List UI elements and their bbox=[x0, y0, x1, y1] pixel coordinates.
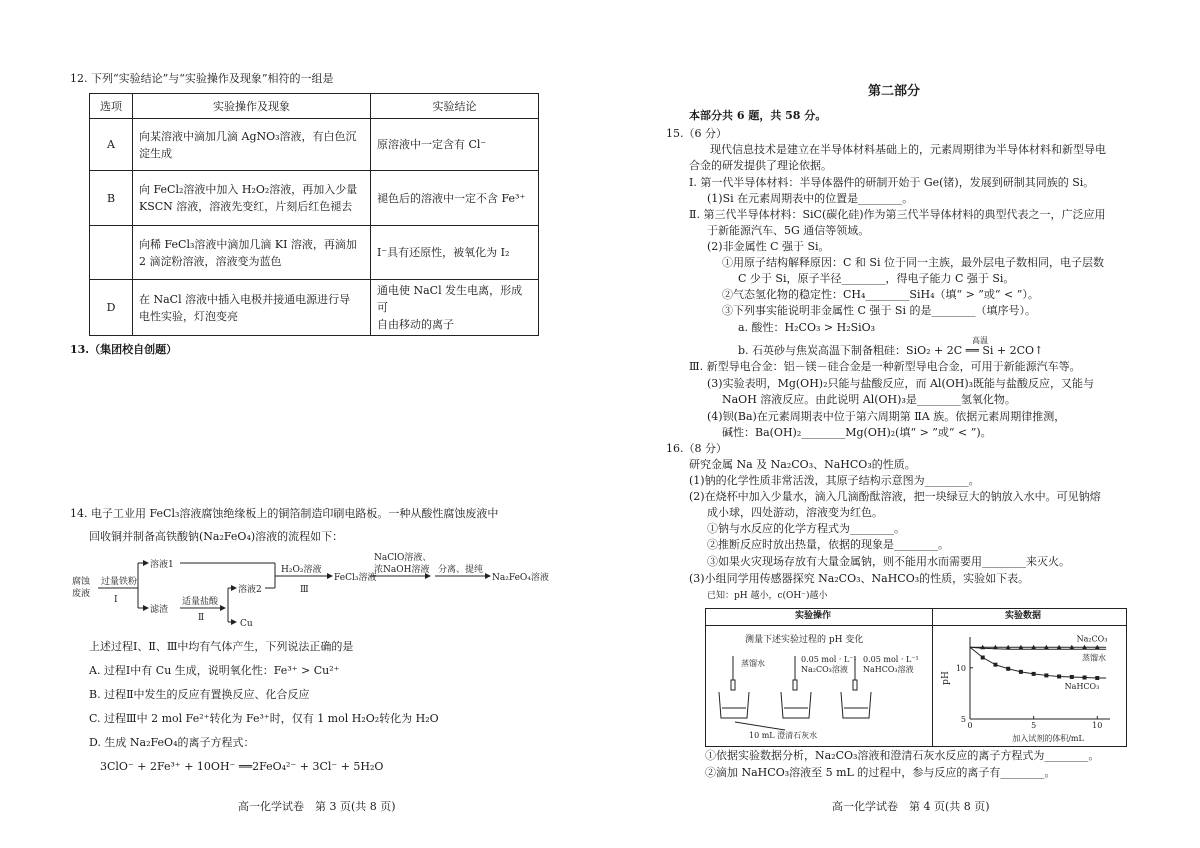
q16-q3: (3)小组同学用传感器探究 Na₂CO₃、NaHCO₃的性质，实验如下表。 bbox=[689, 572, 1030, 585]
cell-line: 原溶液中一定含有 Cl⁻ bbox=[377, 138, 487, 151]
cell-line: 在 NaCl 溶液中插入电极并接通电源进行导 bbox=[139, 292, 351, 306]
q16-answer-1: ①依据实验数据分析，Na₂CO₃溶液和澄清石灰水反应的离子方程式为________。 bbox=[705, 749, 1100, 762]
q16-q2-b: 成小球，四处游动，溶液变为红色。 bbox=[707, 506, 883, 519]
q15-intro-1: 现代信息技术是建立在半导体材料基础上的，元素周期律为半导体材料和新型导电 bbox=[710, 143, 1106, 156]
cell-line: 褪色后的溶液中一定不含 Fe³⁺ bbox=[377, 191, 526, 205]
beaker bbox=[781, 692, 811, 718]
flow-naclo-1: NaClO溶液、 bbox=[374, 553, 432, 563]
series-label: 蒸馏水 bbox=[1082, 653, 1106, 663]
cell-line: 2 滴淀粉溶液，溶液变为蓝色 bbox=[139, 254, 282, 268]
beaker-label-3b: NaHCO₃溶液 bbox=[863, 665, 914, 674]
y-tick-label: 5 bbox=[960, 715, 966, 724]
table-divider bbox=[932, 608, 933, 746]
part-description: 本部分共 6 题，共 58 分。 bbox=[689, 109, 827, 122]
q14-flow-diagram bbox=[70, 550, 560, 630]
series-line bbox=[970, 647, 1106, 678]
flow-add-hcl: 适量盐酸 bbox=[182, 597, 219, 607]
q12-table bbox=[89, 93, 539, 336]
y-tick-label: 10 bbox=[955, 663, 966, 673]
q13-heading: 13.（集团校自创题） bbox=[70, 343, 178, 356]
operation-cell bbox=[133, 226, 371, 280]
q15-q4-a: (4)钡(Ba)在元素周期表中位于第六周期第 ⅡA 族。依据元素周期律推测， bbox=[707, 410, 1066, 423]
conclusion-cell bbox=[371, 226, 539, 280]
q15-q2-b: ②气态氢化物的稳定性：CH₄________SiH₄（填“ > ”或“ < ”）。 bbox=[722, 288, 1039, 301]
left-footer: 高一化学试卷 第 3 页(共 8 页) bbox=[238, 800, 396, 813]
beaker bbox=[719, 692, 749, 718]
flow-step-3: Ⅲ bbox=[300, 585, 309, 595]
q16-q2-c: ①钠与水反应的化学方程式为________。 bbox=[707, 522, 905, 535]
flow-naclo-2: 浓NaOH溶液 bbox=[374, 565, 430, 575]
table-row bbox=[90, 119, 539, 171]
header-data: 实验数据 bbox=[1005, 611, 1042, 621]
q15-q3-a: (3)实验表明，Mg(OH)₂只能与盐酸反应，而 Al(OH)₃既能与盐酸反应，又能与 bbox=[707, 377, 1095, 390]
beaker bbox=[841, 692, 871, 718]
ph-chart bbox=[934, 627, 1124, 745]
q14-question: 上述过程Ⅰ、Ⅱ、Ⅲ中均有气体产生，下列说法正确的是 bbox=[89, 640, 354, 653]
data-point bbox=[1083, 675, 1087, 679]
conclusion-cell bbox=[371, 171, 539, 226]
part-title: 第二部分 bbox=[868, 84, 921, 99]
data-point bbox=[1006, 667, 1010, 671]
x-tick-label: 0 bbox=[967, 721, 973, 730]
q15-q2-c: ③下列事实能说明非金属性 C 强于 Si 的是________（填序号）。 bbox=[722, 304, 1036, 317]
data-point bbox=[1044, 673, 1048, 677]
q14-stem-line1: 14. 电子工业用 FeCl₃溶液腐蚀绝缘板上的铜箔制造印刷电路板。一种从酸性腐蚀废液中 bbox=[70, 507, 499, 520]
q14-stem-line2: 回收铜并制备高铁酸钠(Na₂FeO₄)溶液的流程如下： bbox=[89, 530, 344, 543]
operation-cell bbox=[133, 280, 371, 336]
data-point bbox=[1095, 676, 1099, 680]
q16-answer-2: ②滴加 NaHCO₃溶液至 5 mL 的过程中，参与反应的离子有________。 bbox=[705, 766, 1056, 779]
flow-h2o2: H₂O₂溶液 bbox=[281, 565, 322, 575]
flow-step-2: Ⅱ bbox=[198, 613, 205, 623]
flow-step-1: Ⅰ bbox=[114, 595, 118, 605]
table-divider bbox=[705, 625, 1126, 626]
q15-q4-b: 碱性：Ba(OH)₂________Mg(OH)₂(填“ > ”或“ < ”)。 bbox=[722, 426, 992, 439]
column-header: 实验操作及现象 bbox=[133, 94, 371, 119]
data-point bbox=[1070, 675, 1074, 679]
limewater-label: 10 mL 澄清石灰水 bbox=[749, 731, 818, 740]
option-label bbox=[90, 226, 133, 280]
data-point bbox=[1019, 670, 1023, 674]
right-footer: 高一化学试卷 第 4 页(共 8 页) bbox=[832, 800, 990, 813]
flow-liquid-2: 溶液2 bbox=[238, 585, 262, 595]
reaction-condition: 高温 bbox=[972, 336, 988, 345]
q16-head: 16.（8 分） bbox=[666, 442, 727, 455]
q15-q3-b: NaOH 溶液反应。由此说明 Al(OH)₃是________氢氧化物。 bbox=[722, 393, 1016, 406]
cell-line: 向某溶液中滴加几滴 AgNO₃溶液，有白色沉 bbox=[139, 129, 357, 143]
q16-q1: (1)钠的化学性质非常活泼，其原子结构示意图为________。 bbox=[689, 474, 980, 487]
q16-q2-a: (2)在烧杯中加入少量水，滴入几滴酚酞溶液，把一块绿豆大的钠放入水中。可见钠熔 bbox=[689, 490, 1101, 503]
table-row bbox=[90, 171, 539, 226]
q15-section-2b: 于新能源汽车、5G 通信等领域。 bbox=[707, 224, 870, 237]
header-operation: 实验操作 bbox=[795, 611, 832, 621]
data-point bbox=[993, 663, 997, 667]
q14-option-a: A. 过程Ⅰ中有 Cu 生成，说明氧化性：Fe³⁺ > Cu²⁺ bbox=[89, 664, 340, 677]
measure-label: 测量下述实验过程的 pH 变化 bbox=[745, 635, 864, 645]
q15-section-1: Ⅰ. 第一代半导体材料：半导体器件的研制开始于 Ge(锗)，发展到研制其同族的 Si。 bbox=[689, 176, 1095, 189]
series-label: Na₂CO₃ bbox=[1076, 634, 1108, 644]
q16-known: 已知：pH 越小，c(OH⁻)越小 bbox=[707, 591, 828, 601]
q14-option-c: C. 过程Ⅲ中 2 mol Fe²⁺转化为 Fe³⁺时，仅有 1 mol H₂O₂转化为 H₂O bbox=[89, 712, 439, 725]
cell-line: 向 FeCl₂溶液中加入 H₂O₂溶液，再加入少量 bbox=[139, 183, 358, 196]
flow-liquid-1: 溶液1 bbox=[150, 560, 174, 570]
cell-line: 淀生成 bbox=[139, 146, 172, 160]
data-point bbox=[1057, 674, 1061, 678]
q15-section-2a: Ⅱ. 第三代半导体材料：SiC(碳化硅)作为第三代半导体材料的典型代表之一，广泛应用 bbox=[689, 208, 1106, 221]
option-label: B bbox=[90, 171, 133, 226]
data-point bbox=[1032, 672, 1036, 676]
beaker-label-2a: 0.05 mol · L⁻¹ bbox=[801, 655, 857, 664]
conclusion-cell bbox=[371, 119, 539, 171]
q15-q1: (1)Si 在元素周期表中的位置是________。 bbox=[707, 192, 914, 205]
q15-q2-c-a: a. 酸性：H₂CO₃ > H₂SiO₃ bbox=[738, 321, 876, 334]
flow-product: Na₂FeO₄溶液 bbox=[492, 573, 549, 583]
option-label: A bbox=[90, 119, 133, 171]
q16-intro: 研究金属 Na 及 Na₂CO₃、NaHCO₃的性质。 bbox=[689, 458, 916, 471]
conclusion-cell bbox=[371, 280, 539, 336]
apparatus-drawing bbox=[705, 650, 931, 745]
q14-option-b: B. 过程Ⅱ中发生的反应有置换反应、化合反应 bbox=[89, 688, 310, 701]
flow-residue: 滤渣 bbox=[150, 605, 169, 615]
column-header: 实验结论 bbox=[371, 94, 539, 119]
table-row bbox=[90, 226, 539, 280]
cell-line: KSCN 溶液，溶液先变红，片刻后红色褪去 bbox=[139, 200, 353, 213]
table-header-row bbox=[90, 94, 539, 119]
data-point bbox=[981, 656, 985, 660]
operation-cell bbox=[133, 171, 371, 226]
cell-line: 自由移动的离子 bbox=[377, 318, 454, 331]
flow-start-1: 腐蚀 bbox=[72, 577, 91, 587]
flow-add-fe: 过量铁粉 bbox=[101, 577, 138, 587]
q14-equation: 3ClO⁻ + 2Fe³⁺ + 10OH⁻ ══2FeO₄²⁻ + 3Cl⁻ + 5H₂O bbox=[100, 760, 384, 773]
q15-intro-2: 合金的研发提供了理论依据。 bbox=[689, 159, 832, 172]
flow-separate: 分离、提纯 bbox=[438, 565, 484, 575]
q15-q2-a2: C 少于 Si，原子半径________，得电子能力 C 强于 Si。 bbox=[738, 272, 1015, 285]
q15-q2: (2)非金属性 C 强于 Si。 bbox=[707, 240, 830, 253]
beaker-label-3a: 0.05 mol · L⁻¹ bbox=[863, 655, 919, 664]
q16-q2-d: ②推断反应时放出热量，依据的现象是________。 bbox=[707, 538, 949, 551]
q12-stem: 12. 下列“实验结论”与“实验操作及现象”相符的一组是 bbox=[70, 72, 334, 85]
table-row bbox=[90, 280, 539, 336]
q15-section-3: Ⅲ. 新型导电合金：铝－镁－硅合金是一种新型导电合金，可用于新能源汽车等。 bbox=[689, 360, 1081, 373]
cell-line: 通电使 NaCl 发生电离，形成可 bbox=[377, 284, 523, 314]
q15-q2-c-b: b. 石英砂与焦炭高温下制备粗硅：SiO₂ + 2C ══ Si + 2CO↑ bbox=[738, 344, 1044, 357]
x-tick-label: 5 bbox=[1031, 721, 1037, 730]
x-axis-label: 加入试剂的体积/mL bbox=[1012, 734, 1084, 743]
q16-q2-e: ③如果火灾现场存放有大量金属钠，则不能用水而需要用________来灭火。 bbox=[707, 555, 1070, 568]
beaker-label-1: 蒸馏水 bbox=[741, 659, 765, 668]
q14-option-d: D. 生成 Na₂FeO₄的离子方程式： bbox=[89, 736, 255, 749]
cell-line: 电性实验，灯泡变亮 bbox=[139, 309, 238, 323]
flow-cu: Cu bbox=[240, 619, 253, 629]
cell-line: I⁻具有还原性，被氧化为 I₂ bbox=[377, 246, 510, 259]
x-tick-label: 10 bbox=[1092, 721, 1103, 730]
operation-cell bbox=[133, 119, 371, 171]
beaker-label-2b: Na₂CO₃溶液 bbox=[801, 665, 848, 674]
q15-q2-a1: ①用原子结构解释原因：C 和 Si 位于同一主族，最外层电子数相同，电子层数 bbox=[722, 256, 1104, 269]
flow-fecl3: FeCl₃溶液 bbox=[334, 573, 377, 583]
column-header: 选项 bbox=[90, 94, 133, 119]
option-label: D bbox=[90, 280, 133, 336]
y-axis-label: pH bbox=[941, 671, 951, 685]
q15-head: 15.（6 分） bbox=[666, 127, 727, 140]
flow-start-2: 废液 bbox=[72, 589, 91, 599]
series-label: NaHCO₃ bbox=[1064, 682, 1100, 691]
cell-line: 向稀 FeCl₃溶液中滴加几滴 KI 溶液，再滴加 bbox=[139, 237, 357, 251]
